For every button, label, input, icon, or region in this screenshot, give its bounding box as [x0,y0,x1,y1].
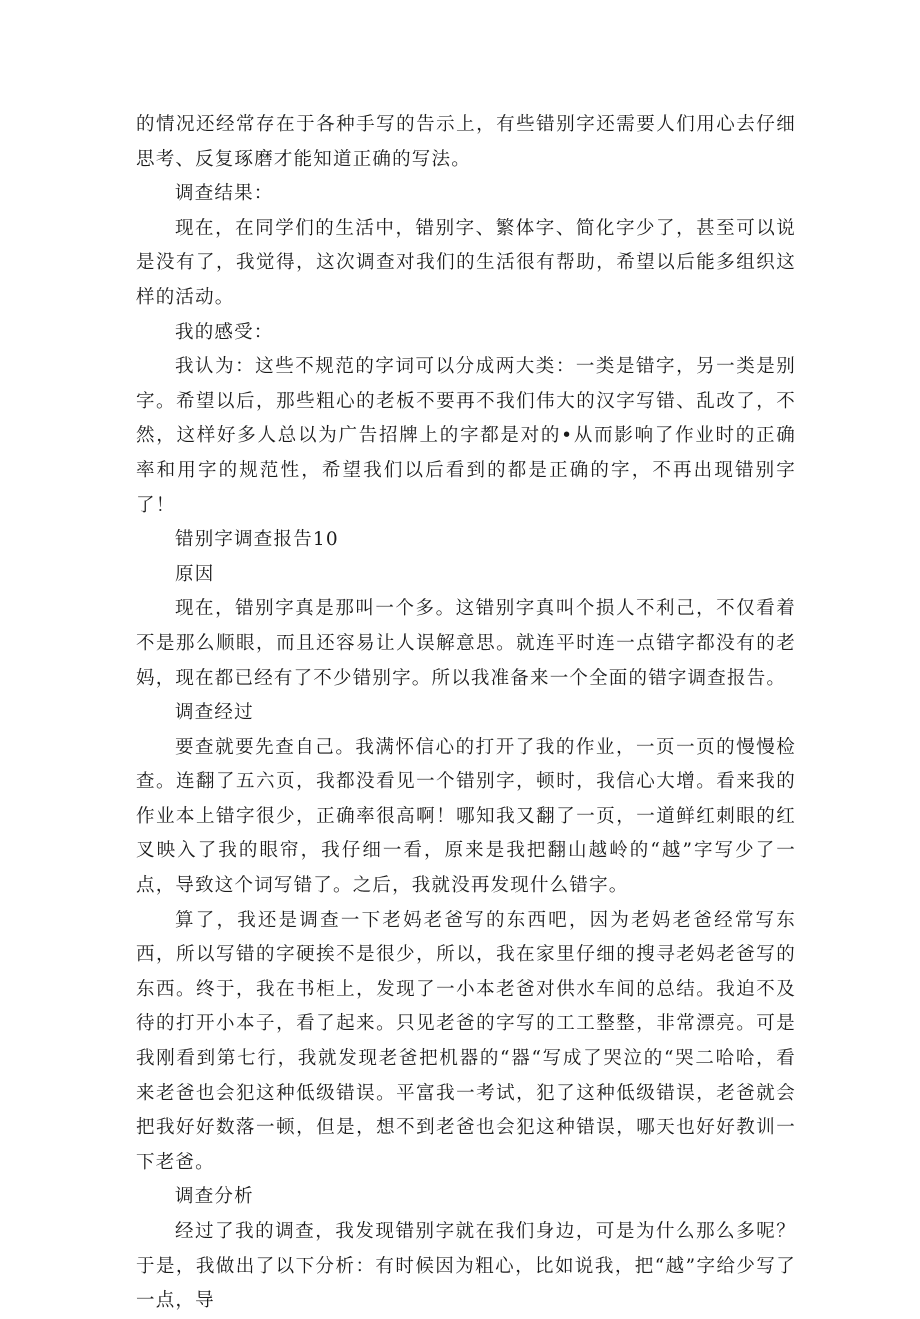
paragraph-process-1: 要查就要先查自己。我满怀信心的打开了我的作业，一页一页的慢慢检查。连翻了五六页，我都没看见一个错别字，顿时，我信心大增。看来我的作业本上错字很少，正确率很高啊！哪知我又翻了一页，一道鲜红刺眼的红叉映入了我的眼帘，我仔细一看，原来是我把翻山越岭的“越”字写少了一点，导致这个词写错了。之后，我就没再发现什么错字。 [136,736,796,897]
paragraph-results: 现在，在同学们的生活中，错别字、繁体字、简化字少了，甚至可以说是没有了，我觉得，这次调查对我们的生活很有帮助，希望以后能多组织这样的活动。 [136,217,796,308]
paragraph-continued: 的情况还经常存在于各种手写的告示上，有些错别字还需要人们用心去仔细思考、反复琢磨才能知道正确的写法。 [136,114,796,170]
heading-process: 调查经过 [175,702,254,724]
paragraph-feelings: 我认为：这些不规范的字词可以分成两大类：一类是错字，另一类是别字。希望以后，那些粗心的老板不要再不我们伟大的汉字写错、乱改了，不然，这样好多人总以为广告招牌上的字都是对的•从而影响了作业时的正确率和用字的规范性，希望我们以后看到的都是正确的字，不再出现错别字了！ [136,356,796,516]
paragraph-process-2: 算了，我还是调查一下老妈老爸写的东西吧，因为老妈老爸经常写东西，所以写错的字硬挨不是很少，所以，我在家里仔细的搜寻老妈老爸写的东西。终于，我在书柜上，发现了一小本老爸对供水车间的总结。我迫不及待的打开小本子，看了起来。只见老爸的字写的工工整整，非常漂亮。可是我刚看到第七行，我就发现老爸把机器的“器“写成了哭泣的“哭二哈哈，看来老爸也会犯这种低级错误。平富我一考试，犯了这种低级错误，老爸就会把我好好数落一顿，但是，想不到老爸也会犯这种错误，哪天也好好教训一下老爸。 [136,909,796,1173]
report-title: 错别字调查报告10 [175,529,339,551]
heading-my-feelings: 我的感受： [175,321,274,343]
document-body [136,108,796,1319]
heading-analysis: 调查分析 [175,1186,254,1208]
paragraph-reason: 现在，错别字真是那叫一个多。这错别字真叫个损人不利己，不仅看着不是那么顺眼，而且还容易让人误解意思。就连平时连一点错字都没有的老妈，现在都已经有了不少错别字。所以我准备来一个全面的错字调查报告。 [136,598,796,689]
heading-survey-results: 调查结果： [175,183,274,205]
paragraph-analysis: 经过了我的调查，我发现错别字就在我们身边，可是为什么那么多呢？于是，我做出了以下分析：有时候因为粗心，比如说我，把“越”字给少写了一点，导 [136,1221,796,1312]
heading-reason: 原因 [175,563,215,585]
